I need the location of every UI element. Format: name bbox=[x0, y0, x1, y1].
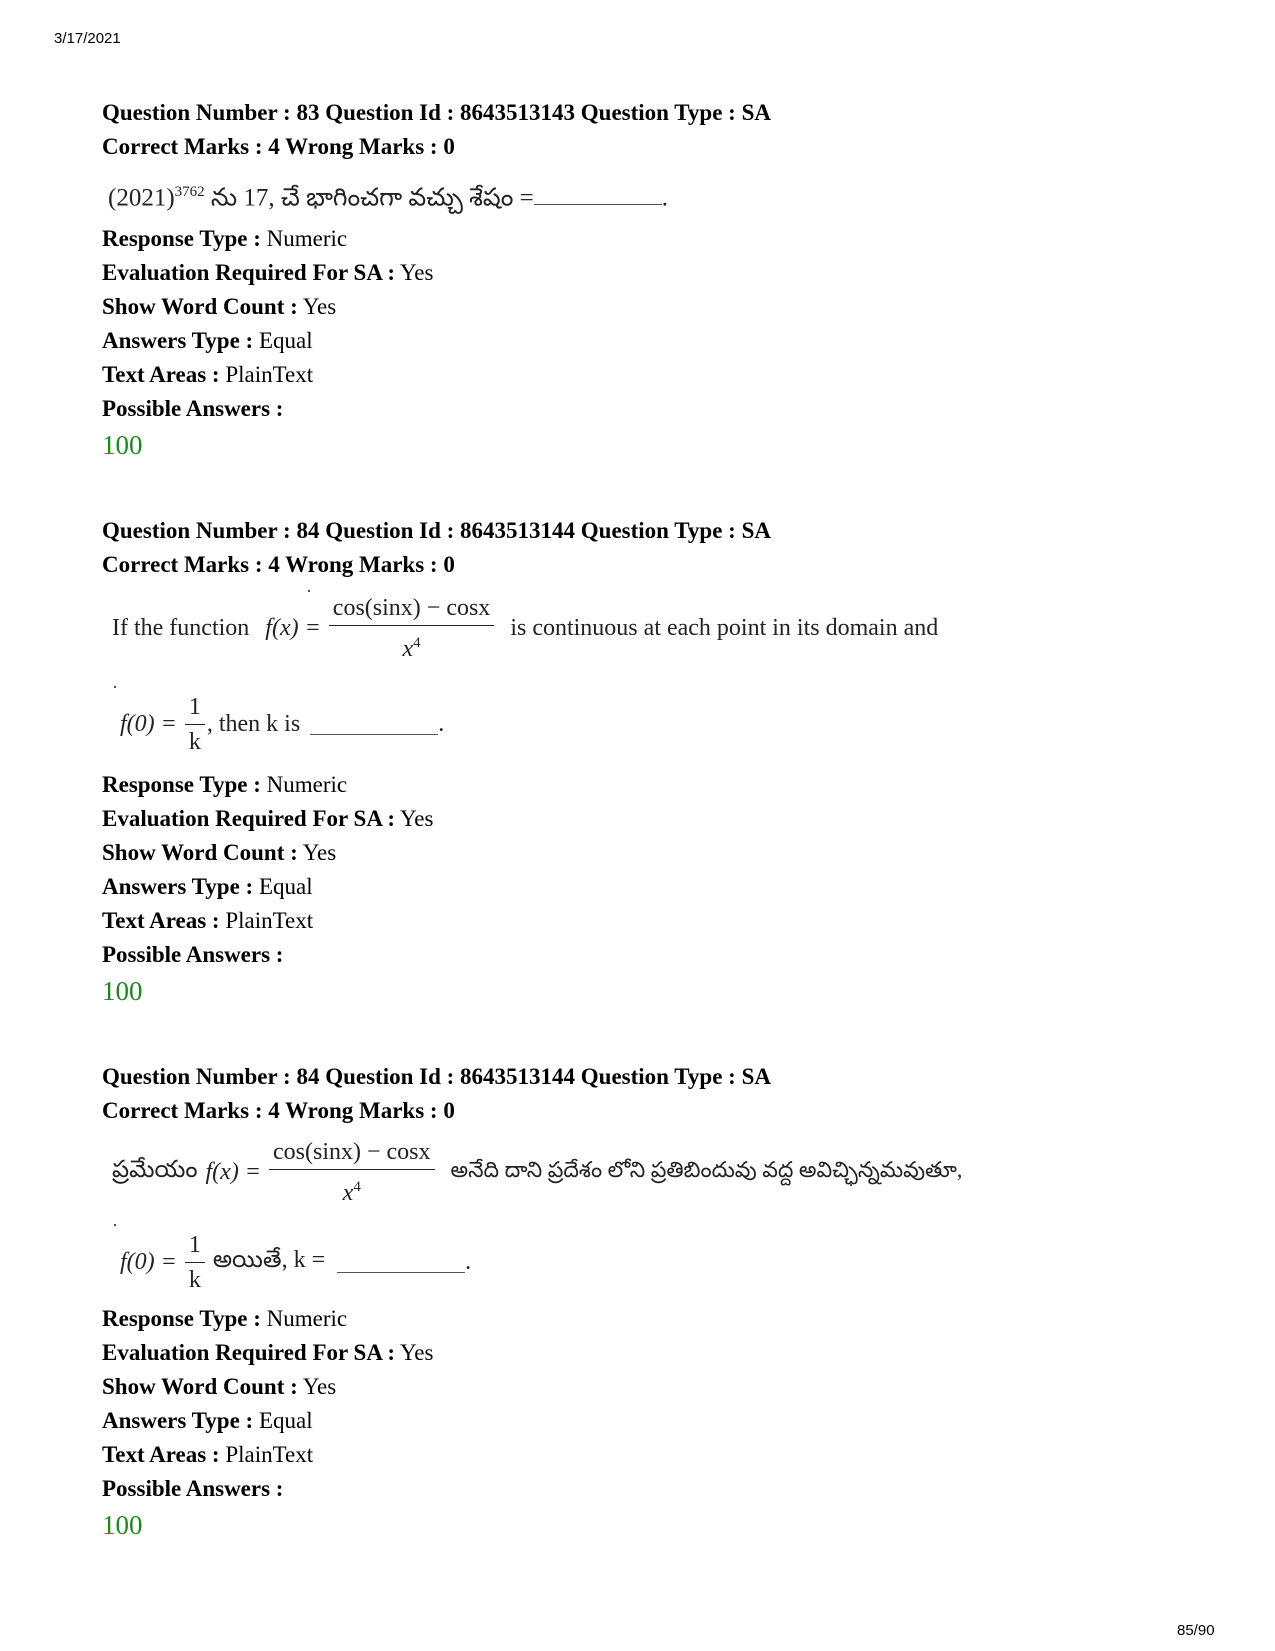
response-type-row bbox=[102, 1302, 1202, 1336]
text-areas-row bbox=[102, 1438, 1202, 1472]
possible-answer: 100 bbox=[102, 1510, 143, 1540]
question-block bbox=[102, 96, 1202, 464]
response-type-label: Response Type : bbox=[102, 772, 261, 797]
f0-denominator: k bbox=[188, 729, 201, 755]
question-block bbox=[102, 514, 1202, 1010]
function-row bbox=[112, 588, 938, 668]
possible-answer: 100 bbox=[102, 430, 143, 460]
fraction-denominator: $x^4$ bbox=[402, 634, 421, 662]
response-type-value: Numeric bbox=[266, 1306, 348, 1331]
possible-answer: 100 bbox=[102, 976, 143, 1006]
answers-type-row bbox=[102, 870, 1202, 904]
text-areas-row bbox=[102, 904, 1202, 938]
answers-type-value: Equal bbox=[258, 1408, 313, 1433]
question-title: Question Number : 83 Question Id : 8643513143 Question Type : SA bbox=[102, 100, 771, 125]
prompt-tail: is continuous at each point in its domain and bbox=[510, 614, 939, 641]
answers-type-label: Answers Type : bbox=[102, 874, 254, 899]
text-areas-label: Text Areas : bbox=[102, 1442, 220, 1467]
page-date: 3/17/2021 bbox=[54, 30, 121, 47]
scan-dot bbox=[114, 1224, 116, 1226]
response-type-label: Response Type : bbox=[102, 1306, 261, 1331]
question-marks: Correct Marks : 4 Wrong Marks : 0 bbox=[102, 552, 455, 577]
question-marks: Correct Marks : 4 Wrong Marks : 0 bbox=[102, 134, 455, 159]
f0-denominator: k bbox=[188, 1267, 201, 1293]
f0-numerator: 1 bbox=[185, 1230, 205, 1263]
question-prompt bbox=[112, 588, 1202, 768]
function-fraction bbox=[329, 593, 495, 664]
question-title: Question Number : 84 Question Id : 8643513144 Question Type : SA bbox=[102, 1064, 771, 1089]
function-fraction bbox=[269, 1137, 435, 1208]
f0-fraction bbox=[185, 1230, 205, 1295]
question-prompt bbox=[112, 1132, 1202, 1302]
text-areas-value: PlainText bbox=[225, 908, 314, 933]
word-count-label: Show Word Count : bbox=[102, 840, 298, 865]
prompt-lead: ప్రమేయం bbox=[112, 1156, 198, 1183]
response-type-row bbox=[102, 222, 1202, 256]
word-count-value: Yes bbox=[302, 1374, 337, 1399]
question-block bbox=[102, 1060, 1202, 1544]
possible-answers-label: Possible Answers : bbox=[102, 942, 284, 967]
page-number: 85/90 bbox=[1177, 1622, 1215, 1639]
possible-answers-label: Possible Answers : bbox=[102, 1476, 284, 1501]
word-count-value: Yes bbox=[302, 840, 337, 865]
response-type-label: Response Type : bbox=[102, 226, 261, 251]
question-title: Question Number : 84 Question Id : 8643513144 Question Type : SA bbox=[102, 518, 771, 543]
answers-type-label: Answers Type : bbox=[102, 328, 254, 353]
condition-row bbox=[120, 1230, 471, 1295]
evaluation-row bbox=[102, 1336, 1202, 1370]
question-prompt bbox=[108, 168, 1202, 216]
prompt-after: , then k is bbox=[206, 711, 301, 737]
text-areas-row bbox=[102, 358, 1202, 392]
word-count-row bbox=[102, 836, 1202, 870]
answer-blank bbox=[534, 184, 662, 205]
fraction-numerator: cos(sinx) − cosx bbox=[329, 593, 495, 626]
f0-numerator: 1 bbox=[185, 692, 205, 725]
prompt-lead: If the function bbox=[112, 614, 250, 641]
answer-blank bbox=[310, 714, 438, 735]
prompt-exponent: 3762 bbox=[174, 184, 205, 200]
function-row bbox=[112, 1132, 962, 1212]
prompt-base: (2021) bbox=[108, 184, 175, 212]
answers-type-value: Equal bbox=[258, 874, 313, 899]
evaluation-row bbox=[102, 256, 1202, 290]
response-type-row bbox=[102, 768, 1202, 802]
text-areas-value: PlainText bbox=[225, 362, 314, 387]
fraction-denominator: $x^4$ bbox=[342, 1178, 361, 1206]
answers-type-row bbox=[102, 324, 1202, 358]
prompt-end: . bbox=[438, 711, 445, 737]
word-count-label: Show Word Count : bbox=[102, 294, 298, 319]
prompt-text: ను 17, చే భాగించగా వచ్చు శేషం = bbox=[204, 184, 534, 212]
word-count-label: Show Word Count : bbox=[102, 1374, 298, 1399]
answer-blank bbox=[337, 1252, 465, 1273]
f0-label: f(0) = bbox=[120, 711, 177, 737]
word-count-row bbox=[102, 290, 1202, 324]
answers-type-row bbox=[102, 1404, 1202, 1438]
response-type-value: Numeric bbox=[266, 772, 348, 797]
prompt-tail: అనేది దాని ప్రదేశం లోని ప్రతిబిందువు వద్ద అవిచ్ఛిన్నమవుతూ, bbox=[450, 1156, 963, 1182]
word-count-value: Yes bbox=[302, 294, 337, 319]
text-areas-value: PlainText bbox=[225, 1442, 314, 1467]
word-count-row bbox=[102, 1370, 1202, 1404]
text-areas-label: Text Areas : bbox=[102, 908, 220, 933]
evaluation-value: Yes bbox=[400, 1340, 434, 1365]
evaluation-label: Evaluation Required For SA : bbox=[102, 1340, 396, 1365]
answers-type-value: Equal bbox=[258, 328, 313, 353]
function-name: f(x) = bbox=[265, 614, 321, 641]
prompt-end: . bbox=[465, 1249, 472, 1275]
evaluation-row bbox=[102, 802, 1202, 836]
fraction-numerator: cos(sinx) − cosx bbox=[269, 1137, 435, 1170]
response-type-value: Numeric bbox=[266, 226, 348, 251]
prompt-end: . bbox=[661, 184, 669, 212]
prompt-after: అయితే, k = bbox=[212, 1247, 326, 1273]
evaluation-label: Evaluation Required For SA : bbox=[102, 806, 396, 831]
f0-label: f(0) = bbox=[120, 1249, 177, 1275]
f0-fraction bbox=[185, 692, 205, 757]
answers-type-label: Answers Type : bbox=[102, 1408, 254, 1433]
evaluation-label: Evaluation Required For SA : bbox=[102, 260, 396, 285]
question-marks: Correct Marks : 4 Wrong Marks : 0 bbox=[102, 1098, 455, 1123]
evaluation-value: Yes bbox=[400, 806, 434, 831]
possible-answers-label: Possible Answers : bbox=[102, 396, 284, 421]
function-name: f(x) = bbox=[205, 1158, 261, 1185]
text-areas-label: Text Areas : bbox=[102, 362, 220, 387]
scan-dot bbox=[114, 686, 116, 688]
evaluation-value: Yes bbox=[400, 260, 434, 285]
condition-row bbox=[120, 692, 444, 757]
